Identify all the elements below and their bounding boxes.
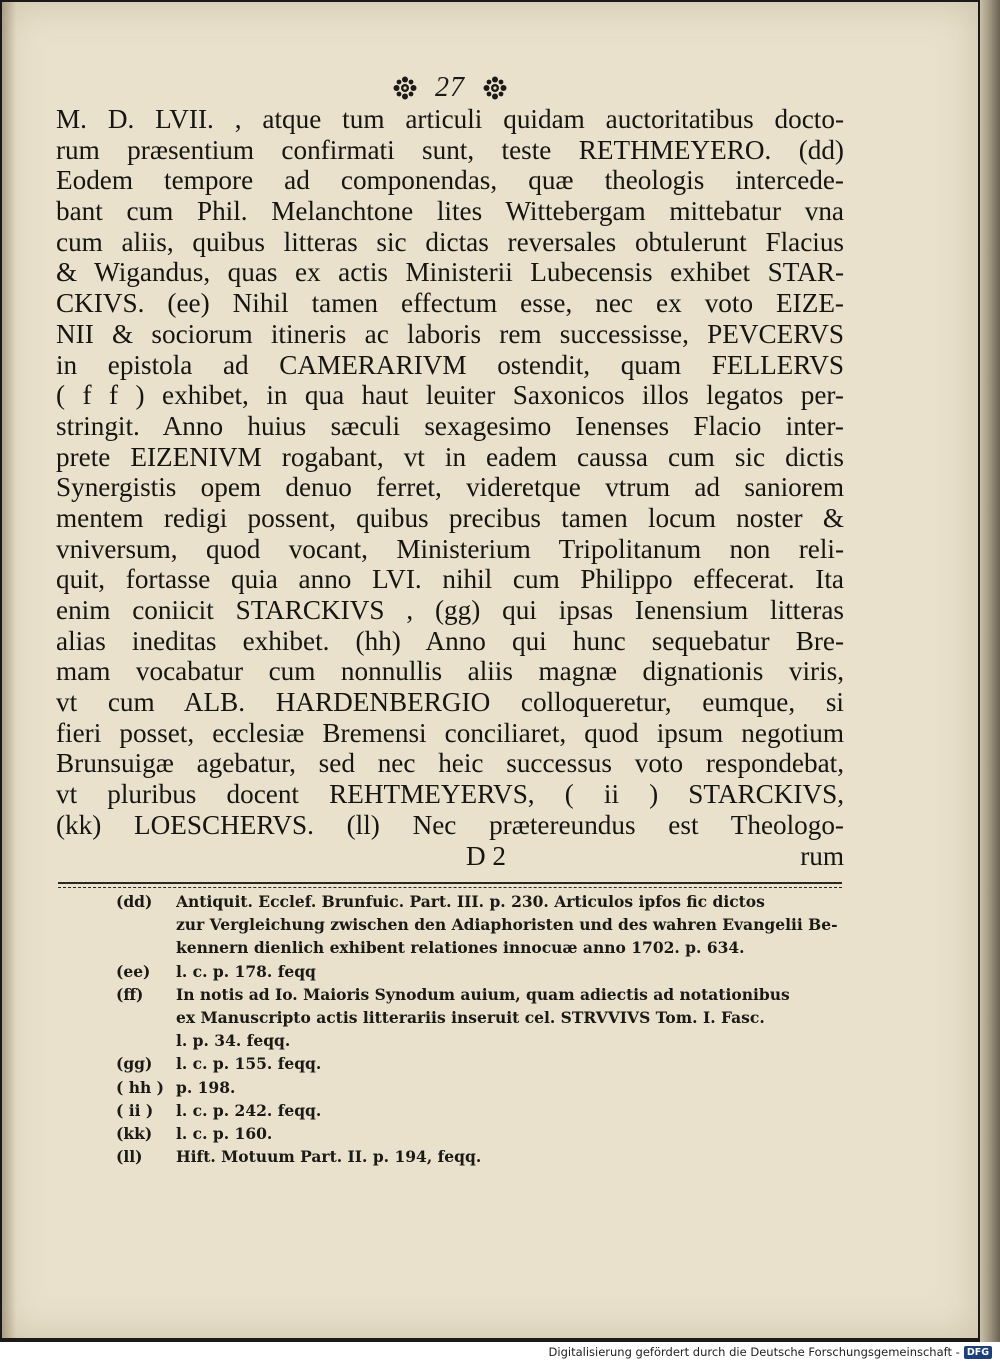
text-line: prete EIZENIVM rogabant, vt in eadem caussa cum sic dictis xyxy=(56,441,844,472)
footnote-text: l. c. p. 155. feqq. xyxy=(176,1054,322,1074)
text-line: mam vocabatur cum nonnullis aliis magnæ dignationis viris, xyxy=(56,656,844,687)
footnote xyxy=(116,1145,846,1168)
dfg-logo: DFG xyxy=(964,1346,992,1359)
footnote xyxy=(116,1052,846,1075)
footnote-text: l. c. p. 160. xyxy=(176,1124,273,1144)
catchword: rum xyxy=(800,840,844,871)
text-line: alias ineditas exhibet. (hh) Anno qui hunc sequebatur Bre- xyxy=(56,625,844,656)
footnote xyxy=(116,1122,846,1145)
text-line: Brunsuigæ agebatur, sed nec heic successus voto respondebat, xyxy=(56,748,844,779)
text-line: rum præsentium confirmati sunt, teste RETHMEYERO. (dd) xyxy=(56,134,844,165)
text-line: enim coniicit STARCKIVS , (gg) qui ipsas Ienensium litteras xyxy=(56,595,844,625)
footnote-text: In notis ad Io. Maioris Synodum auium, quam adiectis ad notationibus xyxy=(176,984,790,1004)
footnote xyxy=(116,1099,846,1122)
text-line: & Wigandus, quas ex actis Ministerii Lubecensis exhibet STAR- xyxy=(56,257,844,288)
footnote-mark: (ll) xyxy=(116,1147,143,1167)
footnote-text: p. 198. xyxy=(176,1077,236,1097)
footnote-text: Hift. Motuum Part. II. p. 194, feqq. xyxy=(176,1147,482,1167)
page-number: 27 xyxy=(435,72,465,103)
footnote-text: kennern dienlich exhibent relationes innocuæ anno 1702. p. 634. xyxy=(176,938,745,958)
footnote-mark: ( hh ) xyxy=(116,1077,164,1097)
text-line: in epistola ad CAMERARIVM ostendit, quam FELLERVS xyxy=(56,349,844,380)
text-line: ( f f ) exhibet, in qua haut leuiter Saxonicos illos legatos per- xyxy=(56,380,844,411)
footnote-separator xyxy=(58,882,842,888)
text-line: quit, fortasse quia anno LVI. nihil cum Philippo effecerat. Ita xyxy=(56,564,844,595)
footnotes xyxy=(116,890,846,1168)
text-line: Eodem tempore ad componendas, quæ theologis intercede- xyxy=(56,165,844,196)
text-line: bant cum Phil. Melanchtone lites Wittebergam mittebatur vna xyxy=(56,196,844,227)
footnote xyxy=(116,890,846,960)
gutter-shadow xyxy=(2,2,16,1338)
footnote-mark: (dd) xyxy=(116,892,153,911)
text-line: CKIVS. (ee) Nihil tamen effectum esse, nec ex voto EIZE- xyxy=(56,288,844,319)
footnote xyxy=(116,960,846,983)
footnote xyxy=(116,983,846,1053)
footnote-text: zur Vergleichung zwischen den Adiaphoristen und des wahren Evangelii Be- xyxy=(176,915,838,935)
text-line: vniversum, quod vocant, Ministerium Tripolitanum non reli- xyxy=(56,533,844,564)
right-ornament-icon xyxy=(483,76,507,100)
text-line: vt pluribus docent REHTMEYERVS, ( ii ) STARCKIVS, xyxy=(56,779,844,810)
footnote xyxy=(116,1076,846,1099)
footnote-text: Antiquit. Ecclef. Brunfuic. Part. III. p. 230. Articulos ipfos fic dictos xyxy=(176,892,765,911)
page-edge xyxy=(980,0,1000,1342)
left-ornament-icon xyxy=(393,76,417,100)
digitization-credit xyxy=(0,1342,1000,1362)
text-line: stringit. Anno huius sæculi sexagesimo Ienenses Flacio inter- xyxy=(56,410,844,441)
text-line: M. D. LVII. , atque tum articuli quidam auctoritatibus docto- xyxy=(56,104,844,134)
footnote-mark: (ff) xyxy=(116,984,144,1004)
text-line: vt cum ALB. HARDENBERGIO colloqueretur, eumque, si xyxy=(56,687,844,718)
main-text xyxy=(56,104,844,871)
credit-text: Digitalisierung gefördert durch die Deutsche Forschungsgemeinschaft - xyxy=(548,1345,960,1359)
footnote-mark: (gg) xyxy=(116,1054,153,1074)
text-line: (kk) LOESCHERVS. (ll) Nec prætereundus est Theologo- xyxy=(56,809,844,840)
text-line: Synergistis opem denuo ferret, videretque vtrum ad saniorem xyxy=(56,472,844,503)
footnote-mark: ( ii ) xyxy=(116,1100,154,1120)
text-line: NII & sociorum itineris ac laboris rem successisse, PEVCERVS xyxy=(56,318,844,349)
footnote-mark: (kk) xyxy=(116,1124,153,1144)
text-line: cum aliis, quibus litteras sic dictas reversales obtulerunt Flacius xyxy=(56,226,844,257)
footnote-text: l. c. p. 178. feqq xyxy=(176,961,316,981)
footnote-text: l. p. 34. feqq. xyxy=(176,1031,291,1051)
page-header xyxy=(360,68,540,108)
footnote-text: l. c. p. 242. feqq. xyxy=(176,1100,322,1120)
text-line: mentem redigi possent, quibus precibus tamen locum noster & xyxy=(56,502,844,533)
footnote-text: ex Manuscripto actis litterariis inseruit cel. STRVVIVS Tom. I. Fasc. xyxy=(176,1008,765,1028)
signature-mark: D 2 xyxy=(466,840,507,871)
text-line: fieri posset, ecclesiæ Bremensi conciliaret, quod ipsum negotium xyxy=(56,717,844,748)
footnote-mark: (ee) xyxy=(116,961,151,981)
catchword-line xyxy=(56,841,844,872)
